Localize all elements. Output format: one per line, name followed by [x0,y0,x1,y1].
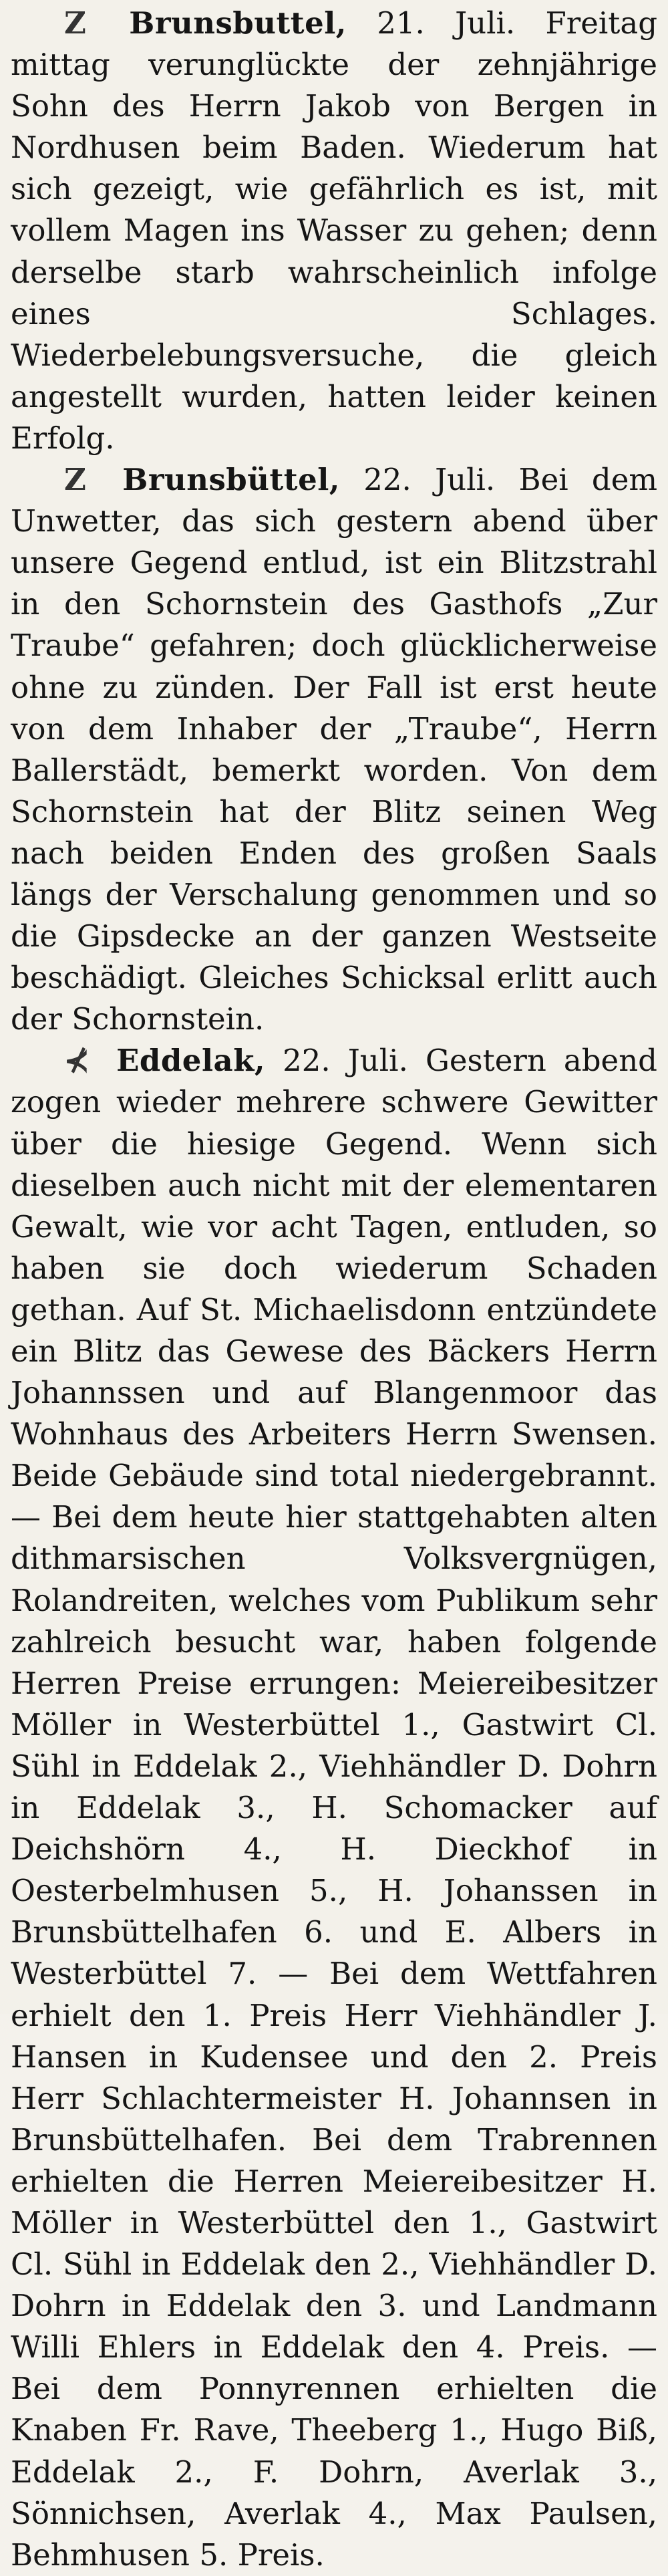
article-body: Freitag mittag verunglückte der zehnjährige Sohn des Herrn Jakob von Bergen in Nordhusen beim Baden. Wiederum hat sich gezeigt, wie gefährlich es ist, mit vollem Magen ins Wasser zu gehen; denn derselbe starb wahrscheinlich infolge eines Schlages. Wiederbelebungsversuche, die gleich angestellt wurden, hatten leider keinen Erfolg. [11,5,658,456]
dateline-mark: Z [64,462,86,498]
dateline-mark: Z [64,5,86,41]
news-item-eddelak-22-juli [11,1040,657,2575]
dateline-mark: ⊀ [64,1043,90,1079]
dateline-place: Eddelak, [116,1043,266,1079]
dateline-place: Brunsbüttel, [122,462,340,498]
news-item-brunsbuttel-21-juli [11,3,657,459]
news-item-brunsbuttel-22-juli [11,459,657,1040]
article-body: Gestern abend zogen wieder mehrere schwere Gewitter über die hiesige Gegend. Wenn sich dieselben auch nicht mit der elementaren Gewalt, wie vor acht Tagen, entluden, so haben sie doch wiederum Schaden gethan. Auf St. Michaelisdonn entzündete ein Blitz das Gewese des Bäckers Herrn Johannssen und auf Blangenmoor das Wohnhaus des Arbeiters Herrn Swensen. Beide Gebäude sind total niedergebrannt. — Bei dem heute hier stattgehabten alten dithmarsischen Volksvergnügen, Rolandreiten, welches vom Publikum sehr zahlreich besucht war, haben folgende Herren Preise errungen: Meiereibesitzer Möller in Westerbüttel 1., Gastwirt Cl. Sühl in Eddelak 2., Viehhändler D. Dohrn in Eddelak 3., H. Schomacker auf Deichshörn 4., H. Dieckhof in Oesterbelmhusen 5., H. Johanssen in Brunsbüttelhafen 6. und E. Albers in Westerbüttel 7. — Bei dem Wettfahren erhielt den 1. Preis Herr Viehhändler J. Hansen in Kudensee und den 2. Preis Herr Schlachtermeister H. Johannsen in Brunsbüttelhafen. Bei dem Trabrennen erhielten die Herren Meiereibesitzer H. Möller in Westerbüttel den 1., Gastwirt Cl. Sühl in Eddelak den 2., Viehhändler D. Dohrn in Eddelak den 3. und Landmann Willi Ehlers in Eddelak den 4. Preis. — Bei dem Ponnyrennen erhielten die Knaben Fr. Rave, Theeberg 1., Hugo Biß, Eddelak 2., F. Dohrn, Averlak 3., Sönnichsen, Averlak 4., Max Paulsen, Behmhusen 5. Preis. [11,1043,657,2573]
dateline-date: 22. Juli. [283,1043,408,1079]
dateline-place: Brunsbuttel, [129,5,347,41]
article-body: Bei dem Unwetter, das sich gestern abend über unsere Gegend entlud, ist ein Blitzstrahl in den Schornstein des Gasthofs „Zur Traube“ gefahren; doch glücklicherweise ohne zu zünden. Der Fall ist erst heute von dem Inhaber der „Traube“, Herrn Ballerstädt, bemerkt worden. Von dem Schornstein hat der Blitz seinen Weg nach beiden Enden des großen Saals längs der Verschalung genommen und so die Gipsdecke an der ganzen Westseite beschädigt. Gleiches Schicksal erlitt auch der Schornstein. [11,462,658,1037]
dateline-date: 22. Juli. [363,462,496,498]
dateline-date: 21. Juli. [377,5,516,41]
